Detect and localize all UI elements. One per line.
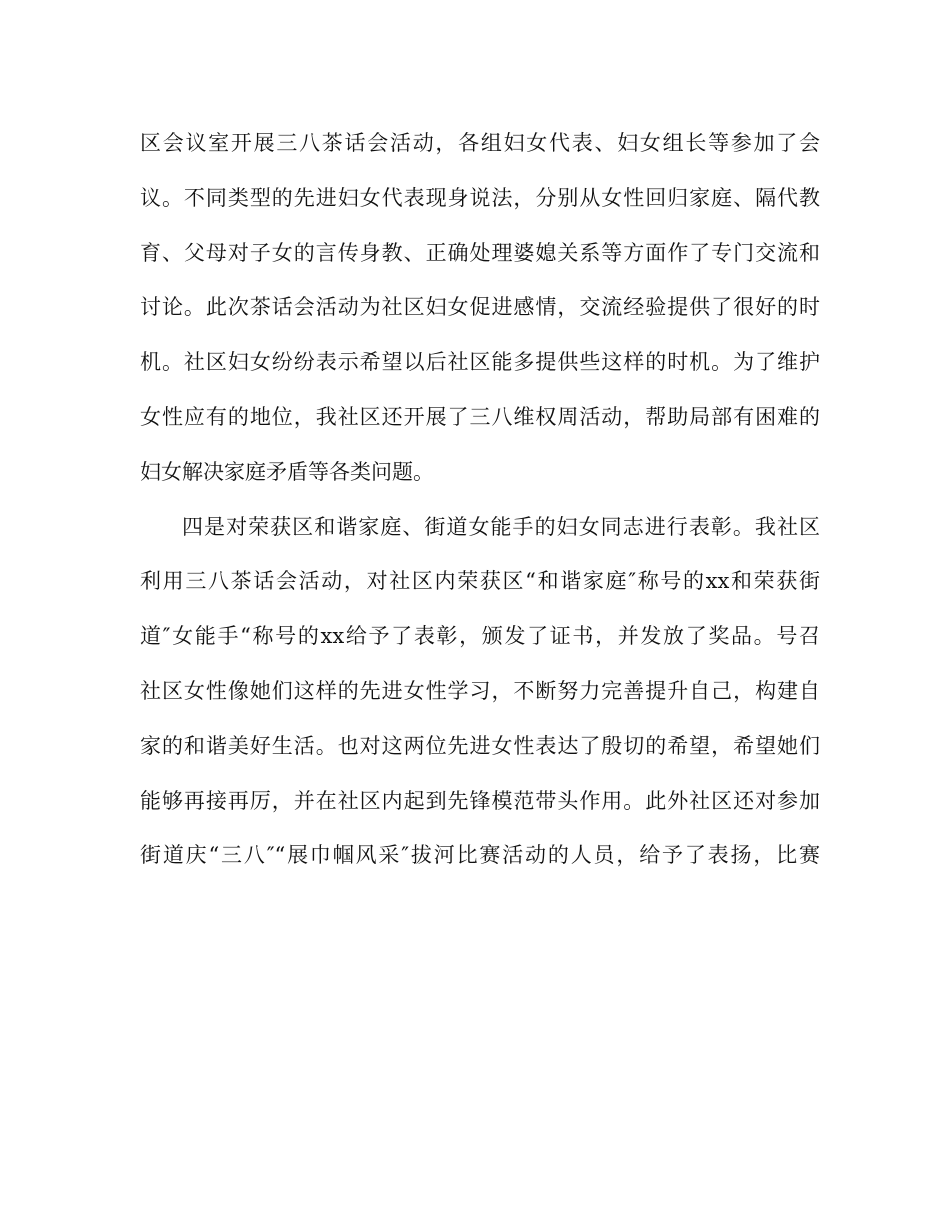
paragraph-2 — [140, 500, 820, 884]
text-line: 议。不同类型的先进妇女代表现身说法，分别从女性回归家庭、隔代教 — [140, 185, 820, 210]
document-body — [140, 116, 820, 883]
text-line: 社区女性像她们这样的先进女性学习，不断努力完善提升自己，构建自 — [140, 678, 820, 703]
text-line: 利用三八茶话会活动，对社区内荣获区“和谐家庭″称号的xx和荣获街 — [140, 569, 820, 594]
text-line: 区会议室开展三八茶话会活动，各组妇女代表、妇女组长等参加了会 — [140, 131, 820, 155]
text-line: 能够再接再厉，并在社区内起到先锋模范带头作用。此外社区还对参加 — [140, 788, 820, 813]
text-line: 育、父母对子女的言传身教、正确处理婆媳关系等方面作了专门交流和 — [140, 240, 820, 265]
text-line: 机。社区妇女纷纷表示希望以后社区能多提供些这样的时机。为了维护 — [140, 350, 820, 375]
text-line: 四是对荣获区和谐家庭、街道女能手的妇女同志进行表彰。我社区 — [182, 514, 820, 539]
text-line: 街道庆“三八″“展巾帼风采″拔河比赛活动的人员，给予了表扬，比赛 — [140, 843, 820, 868]
text-line: 讨论。此次茶话会活动为社区妇女促进感情，交流经验提供了很好的时 — [140, 295, 820, 320]
text-line: 女性应有的地位，我社区还开展了三八维权周活动，帮助局部有困难的 — [140, 404, 820, 429]
text-line: 道″女能手“称号的xx给予了表彰，颁发了证书，并发放了奖品。号召 — [140, 624, 820, 649]
text-line: 家的和谐美好生活。也对这两位先进女性表达了殷切的希望，希望她们 — [140, 733, 820, 758]
text-line: 妇女解决家庭矛盾等各类问题。 — [140, 459, 434, 484]
paragraph-1 — [140, 116, 820, 500]
